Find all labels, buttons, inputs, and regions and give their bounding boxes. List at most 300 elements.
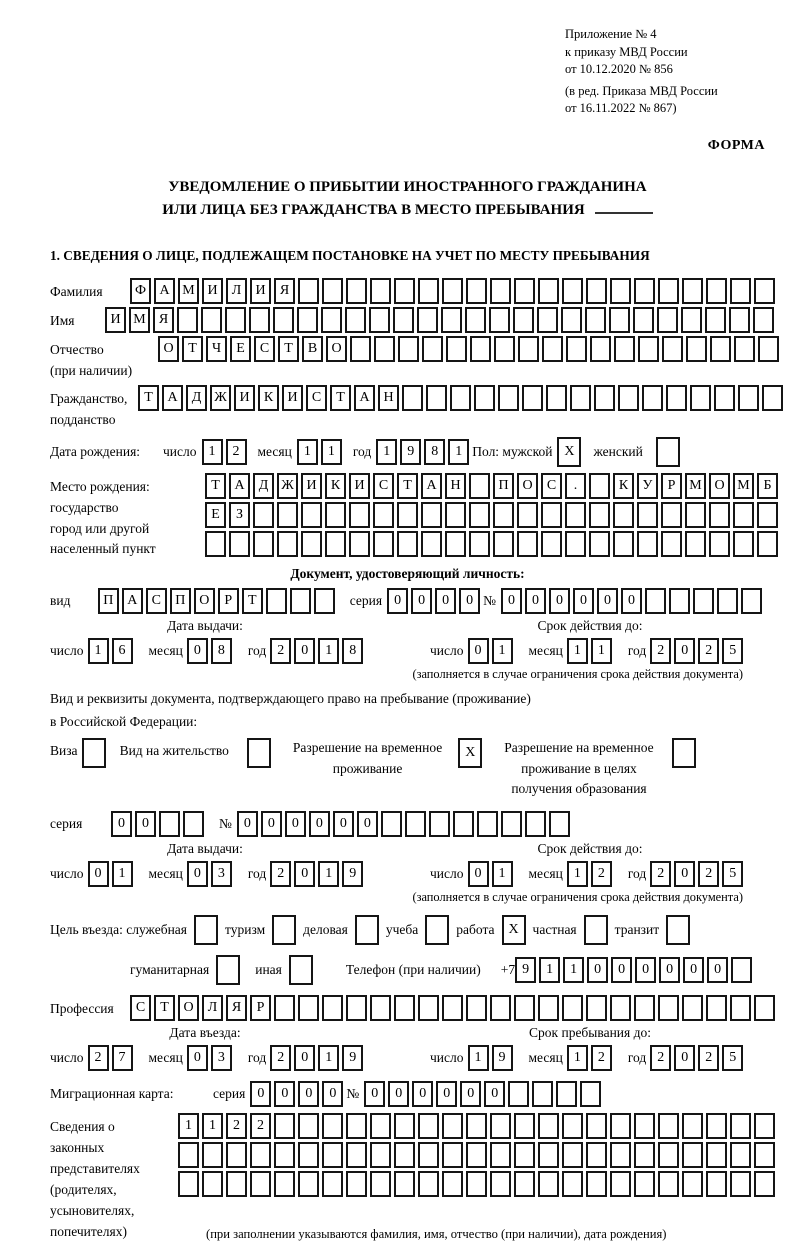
char-cell[interactable]: [322, 1171, 343, 1197]
char-cell[interactable]: Н: [378, 385, 399, 411]
name-field[interactable]: [105, 307, 777, 333]
char-cell[interactable]: [297, 307, 318, 333]
char-cell[interactable]: Л: [202, 995, 223, 1021]
char-cell[interactable]: [422, 336, 443, 362]
char-cell[interactable]: [250, 1171, 271, 1197]
char-cell[interactable]: [733, 531, 754, 557]
char-cell[interactable]: [349, 502, 370, 528]
char-cell[interactable]: Т: [242, 588, 263, 614]
char-cell[interactable]: Т: [278, 336, 299, 362]
char-cell[interactable]: [298, 1113, 319, 1139]
birthplace-field-row2[interactable]: [205, 502, 781, 528]
char-cell[interactable]: [394, 1113, 415, 1139]
char-cell[interactable]: Б: [757, 473, 778, 499]
char-cell[interactable]: [658, 1171, 679, 1197]
sex-female-checkbox[interactable]: [656, 437, 680, 467]
char-cell[interactable]: 0: [187, 861, 208, 887]
char-cell[interactable]: [442, 1113, 463, 1139]
char-cell[interactable]: [562, 1171, 583, 1197]
char-cell[interactable]: [709, 531, 730, 557]
char-cell[interactable]: 1: [567, 638, 588, 664]
char-cell[interactable]: [549, 811, 570, 837]
char-cell[interactable]: 1: [567, 1045, 588, 1071]
char-cell[interactable]: И: [105, 307, 126, 333]
representatives-field-row1[interactable]: [178, 1113, 778, 1139]
humanitarian-checkbox[interactable]: [216, 955, 240, 985]
char-cell[interactable]: 0: [274, 1081, 295, 1107]
char-cell[interactable]: [741, 588, 762, 614]
char-cell[interactable]: 0: [294, 1045, 315, 1071]
char-cell[interactable]: И: [250, 278, 271, 304]
char-cell[interactable]: [634, 995, 655, 1021]
entry-day[interactable]: [88, 1045, 136, 1071]
char-cell[interactable]: 1: [376, 439, 397, 465]
char-cell[interactable]: [731, 957, 752, 983]
char-cell[interactable]: [681, 307, 702, 333]
char-cell[interactable]: 0: [459, 588, 480, 614]
char-cell[interactable]: 3: [211, 1045, 232, 1071]
char-cell[interactable]: К: [325, 473, 346, 499]
char-cell[interactable]: О: [709, 473, 730, 499]
char-cell[interactable]: 9: [342, 861, 363, 887]
char-cell[interactable]: 1: [318, 638, 339, 664]
char-cell[interactable]: 0: [683, 957, 704, 983]
char-cell[interactable]: [685, 531, 706, 557]
char-cell[interactable]: [754, 995, 775, 1021]
char-cell[interactable]: 0: [298, 1081, 319, 1107]
char-cell[interactable]: [346, 1142, 367, 1168]
char-cell[interactable]: [290, 588, 311, 614]
resid-valid-month[interactable]: [567, 861, 615, 887]
char-cell[interactable]: И: [301, 473, 322, 499]
char-cell[interactable]: [405, 811, 426, 837]
char-cell[interactable]: 0: [111, 811, 132, 837]
char-cell[interactable]: [421, 531, 442, 557]
char-cell[interactable]: Т: [205, 473, 226, 499]
char-cell[interactable]: 5: [722, 1045, 743, 1071]
char-cell[interactable]: 2: [650, 638, 671, 664]
char-cell[interactable]: [370, 1142, 391, 1168]
char-cell[interactable]: 0: [294, 638, 315, 664]
char-cell[interactable]: [442, 995, 463, 1021]
char-cell[interactable]: 2: [650, 861, 671, 887]
char-cell[interactable]: [298, 278, 319, 304]
char-cell[interactable]: [490, 1171, 511, 1197]
char-cell[interactable]: [469, 473, 490, 499]
char-cell[interactable]: [642, 385, 663, 411]
char-cell[interactable]: 0: [621, 588, 642, 614]
char-cell[interactable]: [273, 307, 294, 333]
char-cell[interactable]: [370, 995, 391, 1021]
char-cell[interactable]: [706, 1171, 727, 1197]
char-cell[interactable]: [594, 385, 615, 411]
char-cell[interactable]: [757, 531, 778, 557]
char-cell[interactable]: 0: [88, 861, 109, 887]
char-cell[interactable]: 0: [611, 957, 632, 983]
char-cell[interactable]: [466, 1113, 487, 1139]
char-cell[interactable]: П: [170, 588, 191, 614]
birthplace-field-row1[interactable]: [205, 473, 781, 499]
char-cell[interactable]: Я: [274, 278, 295, 304]
char-cell[interactable]: [178, 1142, 199, 1168]
char-cell[interactable]: 0: [659, 957, 680, 983]
char-cell[interactable]: 1: [539, 957, 560, 983]
char-cell[interactable]: Ж: [277, 473, 298, 499]
char-cell[interactable]: [633, 307, 654, 333]
char-cell[interactable]: [490, 1142, 511, 1168]
char-cell[interactable]: [710, 336, 731, 362]
char-cell[interactable]: [538, 1142, 559, 1168]
char-cell[interactable]: [562, 278, 583, 304]
char-cell[interactable]: [586, 1113, 607, 1139]
char-cell[interactable]: [754, 1171, 775, 1197]
char-cell[interactable]: [301, 502, 322, 528]
id-number-field[interactable]: [501, 588, 765, 614]
char-cell[interactable]: 1: [318, 1045, 339, 1071]
char-cell[interactable]: 2: [88, 1045, 109, 1071]
char-cell[interactable]: [226, 1142, 247, 1168]
char-cell[interactable]: 2: [270, 1045, 291, 1071]
char-cell[interactable]: [566, 336, 587, 362]
char-cell[interactable]: [274, 1142, 295, 1168]
char-cell[interactable]: [369, 307, 390, 333]
char-cell[interactable]: О: [178, 995, 199, 1021]
char-cell[interactable]: 0: [635, 957, 656, 983]
char-cell[interactable]: [562, 1113, 583, 1139]
char-cell[interactable]: [618, 385, 639, 411]
char-cell[interactable]: [514, 1142, 535, 1168]
char-cell[interactable]: 0: [674, 861, 695, 887]
char-cell[interactable]: [613, 531, 634, 557]
char-cell[interactable]: [202, 1171, 223, 1197]
char-cell[interactable]: [445, 531, 466, 557]
char-cell[interactable]: 2: [270, 638, 291, 664]
char-cell[interactable]: [394, 1142, 415, 1168]
char-cell[interactable]: [225, 307, 246, 333]
representatives-field-row3[interactable]: [178, 1171, 778, 1197]
char-cell[interactable]: [561, 307, 582, 333]
char-cell[interactable]: 0: [135, 811, 156, 837]
char-cell[interactable]: [274, 995, 295, 1021]
char-cell[interactable]: [658, 1142, 679, 1168]
char-cell[interactable]: [274, 1171, 295, 1197]
char-cell[interactable]: 2: [698, 1045, 719, 1071]
char-cell[interactable]: [466, 995, 487, 1021]
char-cell[interactable]: [634, 1171, 655, 1197]
char-cell[interactable]: [658, 995, 679, 1021]
char-cell[interactable]: [322, 995, 343, 1021]
char-cell[interactable]: Я: [153, 307, 174, 333]
birth-month-field[interactable]: [297, 439, 345, 465]
char-cell[interactable]: 9: [515, 957, 536, 983]
id-issue-year[interactable]: [270, 638, 366, 664]
char-cell[interactable]: [277, 531, 298, 557]
char-cell[interactable]: [477, 811, 498, 837]
sex-male-checkbox[interactable]: X: [557, 437, 581, 467]
temp-residence-checkbox[interactable]: X: [458, 738, 482, 768]
char-cell[interactable]: [538, 1171, 559, 1197]
id-issue-day[interactable]: [88, 638, 136, 664]
char-cell[interactable]: З: [229, 502, 250, 528]
char-cell[interactable]: [706, 995, 727, 1021]
char-cell[interactable]: [580, 1081, 601, 1107]
char-cell[interactable]: [202, 1142, 223, 1168]
char-cell[interactable]: 1: [468, 1045, 489, 1071]
stay-day[interactable]: [468, 1045, 516, 1071]
char-cell[interactable]: [517, 502, 538, 528]
surname-field[interactable]: [130, 278, 778, 304]
visa-checkbox[interactable]: [82, 738, 106, 768]
char-cell[interactable]: [661, 502, 682, 528]
char-cell[interactable]: [314, 588, 335, 614]
char-cell[interactable]: [729, 307, 750, 333]
char-cell[interactable]: [609, 307, 630, 333]
char-cell[interactable]: [470, 336, 491, 362]
char-cell[interactable]: [730, 1171, 751, 1197]
char-cell[interactable]: [493, 502, 514, 528]
char-cell[interactable]: А: [421, 473, 442, 499]
char-cell[interactable]: [682, 278, 703, 304]
char-cell[interactable]: 0: [187, 638, 208, 664]
char-cell[interactable]: [418, 1113, 439, 1139]
char-cell[interactable]: 1: [112, 861, 133, 887]
char-cell[interactable]: [346, 278, 367, 304]
char-cell[interactable]: [397, 531, 418, 557]
private-checkbox[interactable]: [584, 915, 608, 945]
char-cell[interactable]: [417, 307, 438, 333]
char-cell[interactable]: [738, 385, 759, 411]
char-cell[interactable]: [469, 531, 490, 557]
resid-number-field[interactable]: [237, 811, 573, 837]
char-cell[interactable]: [586, 1171, 607, 1197]
char-cell[interactable]: И: [349, 473, 370, 499]
char-cell[interactable]: [490, 1113, 511, 1139]
char-cell[interactable]: Д: [253, 473, 274, 499]
char-cell[interactable]: [442, 278, 463, 304]
char-cell[interactable]: [562, 995, 583, 1021]
char-cell[interactable]: 0: [237, 811, 258, 837]
char-cell[interactable]: [682, 1142, 703, 1168]
char-cell[interactable]: [469, 502, 490, 528]
char-cell[interactable]: 1: [563, 957, 584, 983]
char-cell[interactable]: 1: [492, 638, 513, 664]
char-cell[interactable]: 1: [178, 1113, 199, 1139]
char-cell[interactable]: 1: [202, 1113, 223, 1139]
char-cell[interactable]: [226, 1171, 247, 1197]
char-cell[interactable]: 8: [211, 638, 232, 664]
char-cell[interactable]: П: [493, 473, 514, 499]
char-cell[interactable]: В: [302, 336, 323, 362]
citizenship-field[interactable]: [138, 385, 786, 411]
char-cell[interactable]: [177, 307, 198, 333]
char-cell[interactable]: [402, 385, 423, 411]
char-cell[interactable]: [373, 502, 394, 528]
char-cell[interactable]: [418, 995, 439, 1021]
char-cell[interactable]: [661, 531, 682, 557]
char-cell[interactable]: М: [733, 473, 754, 499]
entry-year[interactable]: [270, 1045, 366, 1071]
migr-number-field[interactable]: [364, 1081, 604, 1107]
work-checkbox[interactable]: X: [502, 915, 526, 945]
char-cell[interactable]: [253, 531, 274, 557]
char-cell[interactable]: С: [130, 995, 151, 1021]
char-cell[interactable]: П: [98, 588, 119, 614]
char-cell[interactable]: [542, 336, 563, 362]
char-cell[interactable]: 7: [112, 1045, 133, 1071]
id-issue-month[interactable]: [187, 638, 235, 664]
char-cell[interactable]: 1: [591, 638, 612, 664]
char-cell[interactable]: Я: [226, 995, 247, 1021]
char-cell[interactable]: [637, 502, 658, 528]
char-cell[interactable]: 9: [492, 1045, 513, 1071]
char-cell[interactable]: 5: [722, 861, 743, 887]
char-cell[interactable]: 2: [698, 861, 719, 887]
char-cell[interactable]: [298, 1171, 319, 1197]
birth-day-field[interactable]: [202, 439, 250, 465]
char-cell[interactable]: [589, 473, 610, 499]
char-cell[interactable]: [556, 1081, 577, 1107]
char-cell[interactable]: [693, 588, 714, 614]
char-cell[interactable]: 8: [424, 439, 445, 465]
char-cell[interactable]: С: [254, 336, 275, 362]
char-cell[interactable]: [498, 385, 519, 411]
char-cell[interactable]: 0: [501, 588, 522, 614]
char-cell[interactable]: О: [194, 588, 215, 614]
char-cell[interactable]: [393, 307, 414, 333]
char-cell[interactable]: М: [178, 278, 199, 304]
char-cell[interactable]: 3: [211, 861, 232, 887]
char-cell[interactable]: 0: [357, 811, 378, 837]
char-cell[interactable]: [490, 995, 511, 1021]
char-cell[interactable]: [350, 336, 371, 362]
resid-issue-year[interactable]: [270, 861, 366, 887]
char-cell[interactable]: [345, 307, 366, 333]
char-cell[interactable]: М: [685, 473, 706, 499]
char-cell[interactable]: [322, 1113, 343, 1139]
char-cell[interactable]: [634, 278, 655, 304]
char-cell[interactable]: 0: [250, 1081, 271, 1107]
char-cell[interactable]: У: [637, 473, 658, 499]
char-cell[interactable]: [453, 811, 474, 837]
char-cell[interactable]: [637, 531, 658, 557]
char-cell[interactable]: [666, 385, 687, 411]
char-cell[interactable]: [706, 1142, 727, 1168]
char-cell[interactable]: [522, 385, 543, 411]
resid-valid-year[interactable]: [650, 861, 746, 887]
char-cell[interactable]: [546, 385, 567, 411]
char-cell[interactable]: Ч: [206, 336, 227, 362]
char-cell[interactable]: И: [282, 385, 303, 411]
char-cell[interactable]: 0: [412, 1081, 433, 1107]
id-vid-field[interactable]: [98, 588, 338, 614]
char-cell[interactable]: [346, 1171, 367, 1197]
char-cell[interactable]: [349, 531, 370, 557]
study-checkbox[interactable]: [425, 915, 449, 945]
char-cell[interactable]: 0: [261, 811, 282, 837]
char-cell[interactable]: Т: [397, 473, 418, 499]
char-cell[interactable]: [494, 336, 515, 362]
char-cell[interactable]: 1: [448, 439, 469, 465]
char-cell[interactable]: [565, 502, 586, 528]
char-cell[interactable]: 0: [322, 1081, 343, 1107]
char-cell[interactable]: 0: [435, 588, 456, 614]
char-cell[interactable]: [585, 307, 606, 333]
char-cell[interactable]: [754, 1113, 775, 1139]
char-cell[interactable]: 0: [388, 1081, 409, 1107]
char-cell[interactable]: К: [258, 385, 279, 411]
char-cell[interactable]: [394, 1171, 415, 1197]
char-cell[interactable]: 0: [587, 957, 608, 983]
char-cell[interactable]: 0: [333, 811, 354, 837]
char-cell[interactable]: [586, 995, 607, 1021]
char-cell[interactable]: О: [517, 473, 538, 499]
char-cell[interactable]: [589, 531, 610, 557]
transit-checkbox[interactable]: [666, 915, 690, 945]
resid-issue-day[interactable]: [88, 861, 136, 887]
other-checkbox[interactable]: [289, 955, 313, 985]
char-cell[interactable]: [586, 278, 607, 304]
char-cell[interactable]: 6: [112, 638, 133, 664]
char-cell[interactable]: [466, 278, 487, 304]
char-cell[interactable]: [442, 1142, 463, 1168]
id-valid-year[interactable]: [650, 638, 746, 664]
char-cell[interactable]: [669, 588, 690, 614]
char-cell[interactable]: К: [613, 473, 634, 499]
char-cell[interactable]: 1: [318, 861, 339, 887]
char-cell[interactable]: [441, 307, 462, 333]
char-cell[interactable]: 2: [226, 1113, 247, 1139]
resid-issue-month[interactable]: [187, 861, 235, 887]
char-cell[interactable]: [418, 278, 439, 304]
char-cell[interactable]: [645, 588, 666, 614]
char-cell[interactable]: [418, 1171, 439, 1197]
char-cell[interactable]: 1: [321, 439, 342, 465]
char-cell[interactable]: [229, 531, 250, 557]
char-cell[interactable]: Ф: [130, 278, 151, 304]
char-cell[interactable]: [205, 531, 226, 557]
char-cell[interactable]: [682, 995, 703, 1021]
char-cell[interactable]: [445, 502, 466, 528]
char-cell[interactable]: 0: [285, 811, 306, 837]
char-cell[interactable]: [709, 502, 730, 528]
char-cell[interactable]: [346, 995, 367, 1021]
char-cell[interactable]: 0: [484, 1081, 505, 1107]
char-cell[interactable]: 0: [468, 638, 489, 664]
char-cell[interactable]: А: [229, 473, 250, 499]
char-cell[interactable]: О: [326, 336, 347, 362]
char-cell[interactable]: 2: [591, 1045, 612, 1071]
char-cell[interactable]: 0: [387, 588, 408, 614]
char-cell[interactable]: [634, 1113, 655, 1139]
char-cell[interactable]: Е: [230, 336, 251, 362]
char-cell[interactable]: 2: [250, 1113, 271, 1139]
char-cell[interactable]: [325, 531, 346, 557]
char-cell[interactable]: [159, 811, 180, 837]
temp-residence-edu-checkbox[interactable]: [672, 738, 696, 768]
entry-month[interactable]: [187, 1045, 235, 1071]
char-cell[interactable]: Т: [138, 385, 159, 411]
char-cell[interactable]: [638, 336, 659, 362]
char-cell[interactable]: 1: [202, 439, 223, 465]
id-valid-day[interactable]: [468, 638, 516, 664]
char-cell[interactable]: [541, 502, 562, 528]
char-cell[interactable]: [730, 995, 751, 1021]
char-cell[interactable]: 0: [707, 957, 728, 983]
char-cell[interactable]: [322, 278, 343, 304]
char-cell[interactable]: 0: [573, 588, 594, 614]
char-cell[interactable]: [733, 502, 754, 528]
char-cell[interactable]: 5: [722, 638, 743, 664]
